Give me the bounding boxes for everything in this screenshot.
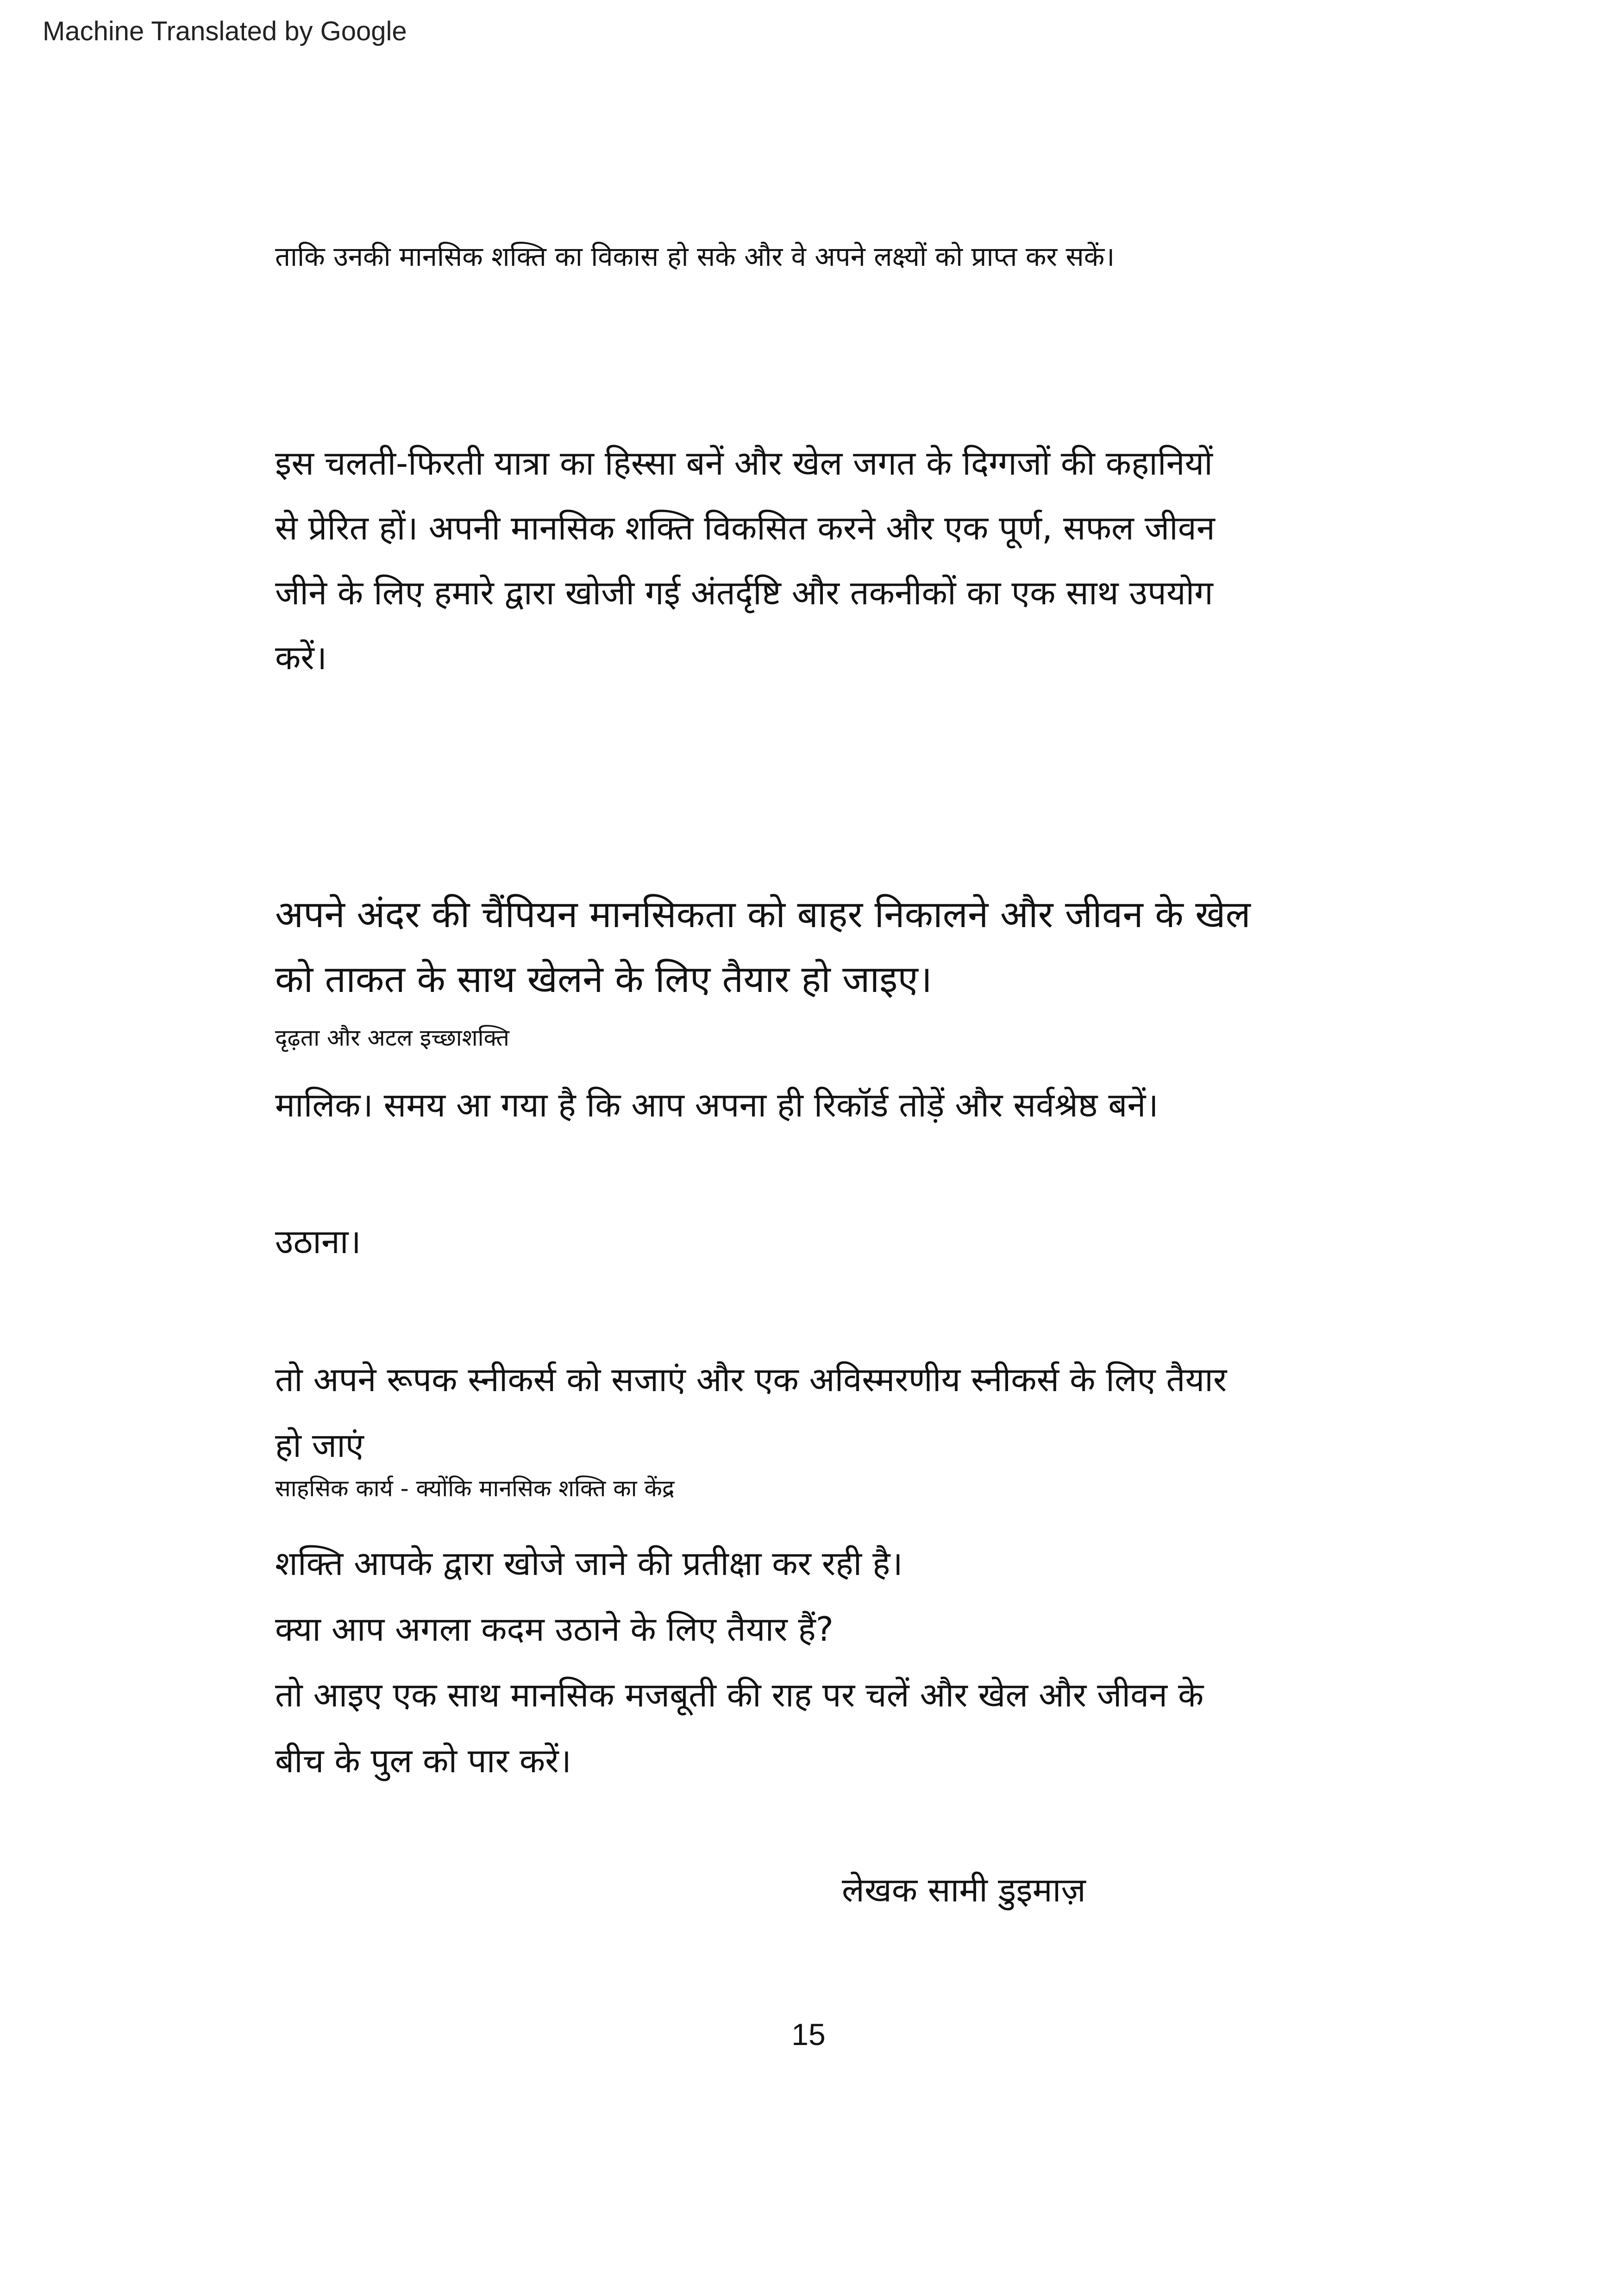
- text-line: जीने के लिए हमारे द्वारा खोजी गई अंतर्दृष्टि और तकनीकों का एक साथ उपयोग: [275, 573, 1213, 612]
- text-line: तो आइए एक साथ मानसिक मजबूती की राह पर चलें और खेल और जीवन के: [275, 1675, 1204, 1714]
- text-line: बीच के पुल को पार करें।: [275, 1741, 571, 1780]
- text-line: दृढ़ता और अटल इच्छाशक्ति: [275, 1024, 509, 1051]
- text-line: अपने अंदर की चैंपियन मानसिकता को बाहर निकालने और जीवन के खेल: [275, 893, 1251, 936]
- paragraph-lift: [275, 1218, 1359, 1263]
- intro-line: [275, 237, 1359, 274]
- text-line: से प्रेरित हों। अपनी मानसिक शक्ति विकसित करने और एक पूर्ण, सफल जीवन: [275, 508, 1215, 547]
- text-line: क्या आप अगला कदम उठाने के लिए तैयार हैं?: [275, 1610, 834, 1649]
- text-line: ताकि उनकी मानसिक शक्ति का विकास हो सके और वे अपने लक्ष्यों को प्राप्त कर सकें।: [275, 241, 1115, 272]
- text-line: मालिक। समय आ गया है कि आप अपना ही रिकॉर्ड तोड़ें और सर्वश्रेष्ठ बनें।: [275, 1085, 1159, 1124]
- text-line: तो अपने रूपक स्नीकर्स को सजाएं और एक अविस्मरणीय स्नीकर्स के लिए तैयार: [275, 1360, 1227, 1399]
- author-signature: लेखक सामी डुइमाज़: [842, 1870, 1086, 1909]
- page-number: 15: [791, 2017, 826, 2051]
- small-note-determination: [275, 1021, 1359, 1053]
- text-line: साहसिक कार्य - क्योंकि मानसिक शक्ति का केंद्र: [275, 1475, 675, 1502]
- text-line: इस चलती-फिरती यात्रा का हिस्सा बनें और खेल जगत के दिग्गजों की कहानियों: [275, 444, 1213, 483]
- paragraph-invitation: [275, 431, 1359, 690]
- paragraph-sneakers: [275, 1347, 1359, 1478]
- paragraph-champion-mindset: [275, 882, 1359, 1012]
- small-note-adventure: [275, 1472, 1359, 1503]
- paragraph-break-record: [275, 1081, 1359, 1127]
- machine-translation-banner: Machine Translated by Google: [43, 16, 407, 46]
- paragraph-closing: [275, 1531, 1359, 1794]
- text-line: उठाना।: [275, 1222, 361, 1261]
- text-line: को ताकत के साथ खेलने के लिए तैयार हो जाइए।: [275, 958, 933, 1001]
- text-line: करें।: [275, 638, 327, 677]
- text-line: हो जाएं: [275, 1426, 364, 1465]
- text-line: शक्ति आपके द्वारा खोजे जाने की प्रतीक्षा कर रही है।: [275, 1544, 903, 1583]
